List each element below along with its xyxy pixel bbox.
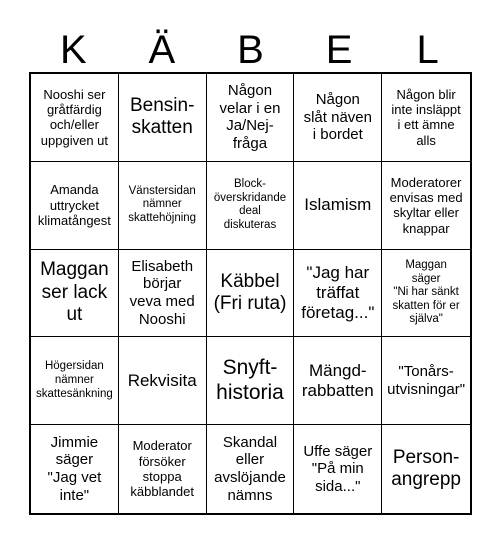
bingo-cell[interactable]: "Jag har träffat företag..."	[294, 250, 382, 338]
bingo-cell[interactable]: Nooshi ser gråtfärdig och/eller uppgiven ut	[31, 74, 119, 162]
bingo-cell[interactable]: Någon blir inte insläppt i ett ämne alls	[382, 74, 470, 162]
header-letter-k: K	[59, 28, 87, 72]
header-letter-b: B	[237, 28, 264, 72]
bingo-grid	[29, 72, 472, 515]
bingo-cell[interactable]: Amanda uttrycket klimatångest	[31, 162, 119, 250]
bingo-cell[interactable]: Bensin- skatten	[119, 74, 207, 162]
bingo-header	[29, 28, 472, 72]
bingo-cell[interactable]: "Tonårs- utvisningar"	[382, 337, 470, 425]
bingo-cell[interactable]: Person- angrepp	[391, 446, 461, 491]
bingo-cell[interactable]: Snyft- historia	[207, 337, 295, 425]
bingo-cell[interactable]: Högersidan nämner skattesänkning	[31, 337, 119, 425]
bingo-cell[interactable]: Islamism	[294, 162, 382, 250]
bingo-cell[interactable]: Maggan säger "Ni har sänkt skatten för er själva"	[382, 250, 470, 338]
bingo-cell[interactable]: Rekvisita	[119, 337, 207, 425]
bingo-cell[interactable]: Uffe säger "På min sida..."	[294, 425, 382, 513]
header-letter-a-umlaut: Ä	[148, 28, 176, 72]
bingo-cell[interactable]: Någon slåt näven i bordet	[294, 74, 382, 162]
header-letter-l: L	[416, 28, 439, 72]
bingo-cell[interactable]: Moderatorer envisas med skyltar eller knappar	[382, 162, 470, 250]
bingo-cell[interactable]: Vänstersidan nämner skattehöjning	[119, 162, 207, 250]
bingo-cell[interactable]: Maggan ser lack ut	[31, 250, 119, 338]
header-letter-e: E	[325, 28, 353, 72]
bingo-cell[interactable]: Mängd- rabbatten	[294, 337, 382, 425]
bingo-cell[interactable]: Skandal eller avslöjande nämns	[207, 425, 295, 513]
bingo-cell[interactable]: Någon velar i en Ja/Nej- fråga	[207, 74, 295, 162]
bingo-cell[interactable]: Elisabeth börjar veva med Nooshi	[119, 250, 207, 338]
bingo-cell[interactable]: Block- överskridande deal diskuteras	[207, 162, 295, 250]
bingo-cell[interactable]: Jimmie säger "Jag vet inte"	[31, 425, 119, 513]
bingo-cell[interactable]: Käbbel (Fri ruta)	[207, 250, 295, 338]
bingo-cell[interactable]: Moderator försöker stoppa käbblandet	[119, 425, 207, 513]
